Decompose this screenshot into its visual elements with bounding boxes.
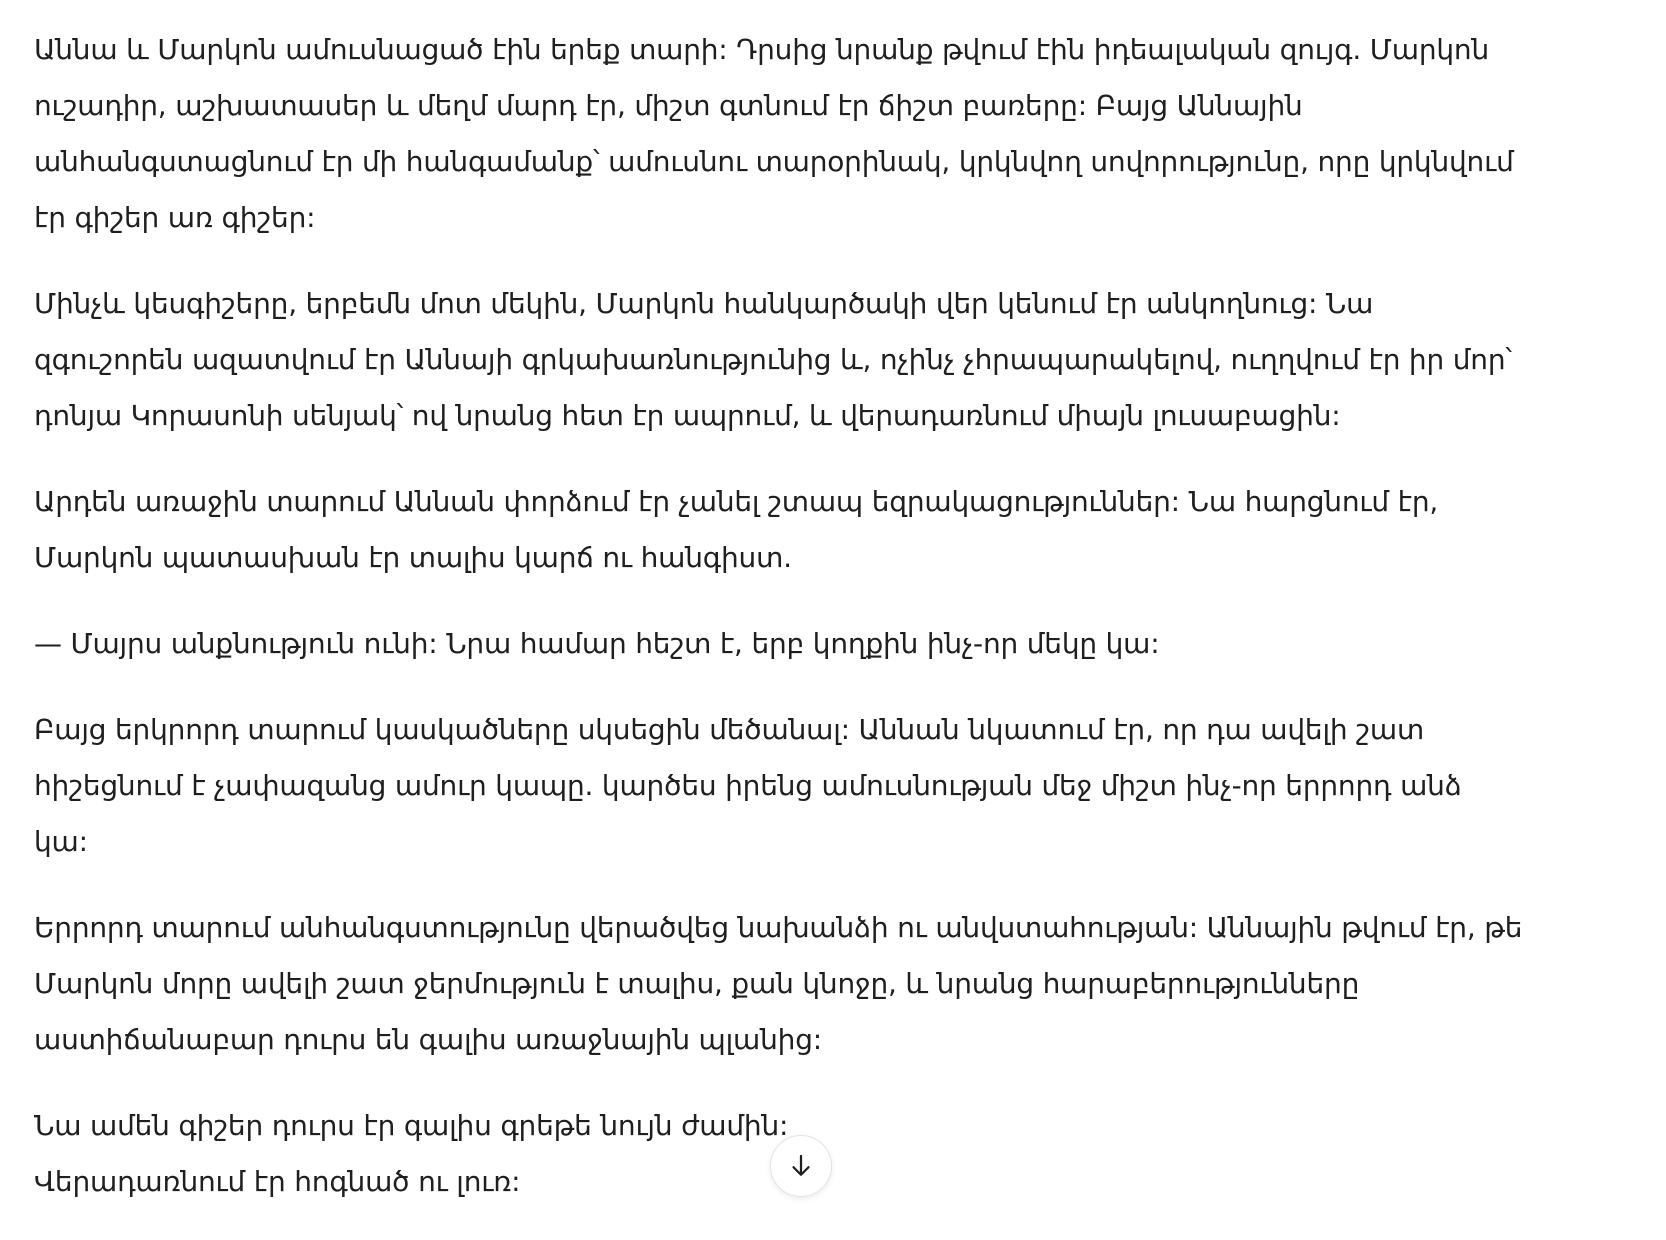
- scroll-to-bottom-button[interactable]: [770, 1135, 832, 1197]
- text-line: անհանգստացնում էր մի հանգամանք՝ ամուսնու տարօրինակ, կրկնվող սովորությունը, որը կրկնվում: [34, 145, 1514, 178]
- text-line: Բայց երկրորդ տարում կասկածները սկսեցին մեծանալ: Աննան նկատում էր, որ դա ավելի շատ: [34, 713, 1425, 746]
- text-line: Մարկոն պատասխան էր տալիս կարճ ու հանգիստ.: [34, 541, 792, 574]
- paragraph-3: [34, 474, 1594, 586]
- text-line: զգուշորեն ազատվում էր Աննայի գրկախառնությունից և, ոչինչ չհրապարակելով, ուղղվում էր իր մոր՝: [34, 343, 1512, 376]
- paragraph-2: [34, 276, 1594, 444]
- paragraph-5: [34, 702, 1594, 870]
- arrow-down-icon: [786, 1151, 816, 1181]
- text-line: Մինչև կեսգիշերը, երբեմն մոտ մեկին, Մարկոն հանկարծակի վեր կենում էր անկողնուց: Նա: [34, 287, 1374, 320]
- text-line: կա:: [34, 825, 88, 858]
- text-line: Երրորդ տարում անհանգստությունը վերածվեց նախանձի ու անվստահության: Աննային թվում էր, թե: [34, 911, 1523, 944]
- text-line: ուշադիր, աշխատասեր և մեղմ մարդ էր, միշտ գտնում էր ճիշտ բառերը: Բայց Աննային: [34, 89, 1303, 122]
- text-line: աստիճանաբար դուրս են գալիս առաջնային պլանից:: [34, 1023, 822, 1056]
- text-line: Մարկոն մորը ավելի շատ ջերմություն է տալիս, քան կնոջը, և նրանց հարաբերությունները: [34, 967, 1360, 1000]
- text-line: հիշեցնում է չափազանց ամուր կապը. կարծես իրենց ամուսնության մեջ միշտ ինչ-որ երրորդ անձ: [34, 769, 1462, 802]
- text-line: — Մայրս անքնություն ունի: Նրա համար հեշտ է, երբ կողքին ինչ-որ մեկը կա:: [34, 627, 1160, 660]
- paragraph-6: [34, 900, 1594, 1068]
- text-line: Վերադառնում էր հոգնած ու լուռ:: [34, 1165, 521, 1198]
- text-line: դոնյա Կորասոնի սենյակ՝ ով նրանց հետ էր ապրում, և վերադառնում միայն լուսաբացին:: [34, 399, 1341, 432]
- article-content: [34, 22, 1594, 1240]
- text-line: Աննա և Մարկոն ամուսնացած էին երեք տարի: Դրսից նրանք թվում էին իդեալական զույգ. Մարկոն: [34, 33, 1490, 66]
- text-line: Նա ամեն գիշեր դուրս էր գալիս գրեթե նույն ժամին:: [34, 1109, 789, 1142]
- text-line: էր գիշեր առ գիշեր:: [34, 201, 316, 234]
- text-line: Արդեն առաջին տարում Աննան փորձում էր չանել շտապ եզրակացություններ: Նա հարցնում էր,: [34, 485, 1439, 518]
- paragraph-4-dialogue: [34, 616, 1594, 672]
- paragraph-1: [34, 22, 1594, 246]
